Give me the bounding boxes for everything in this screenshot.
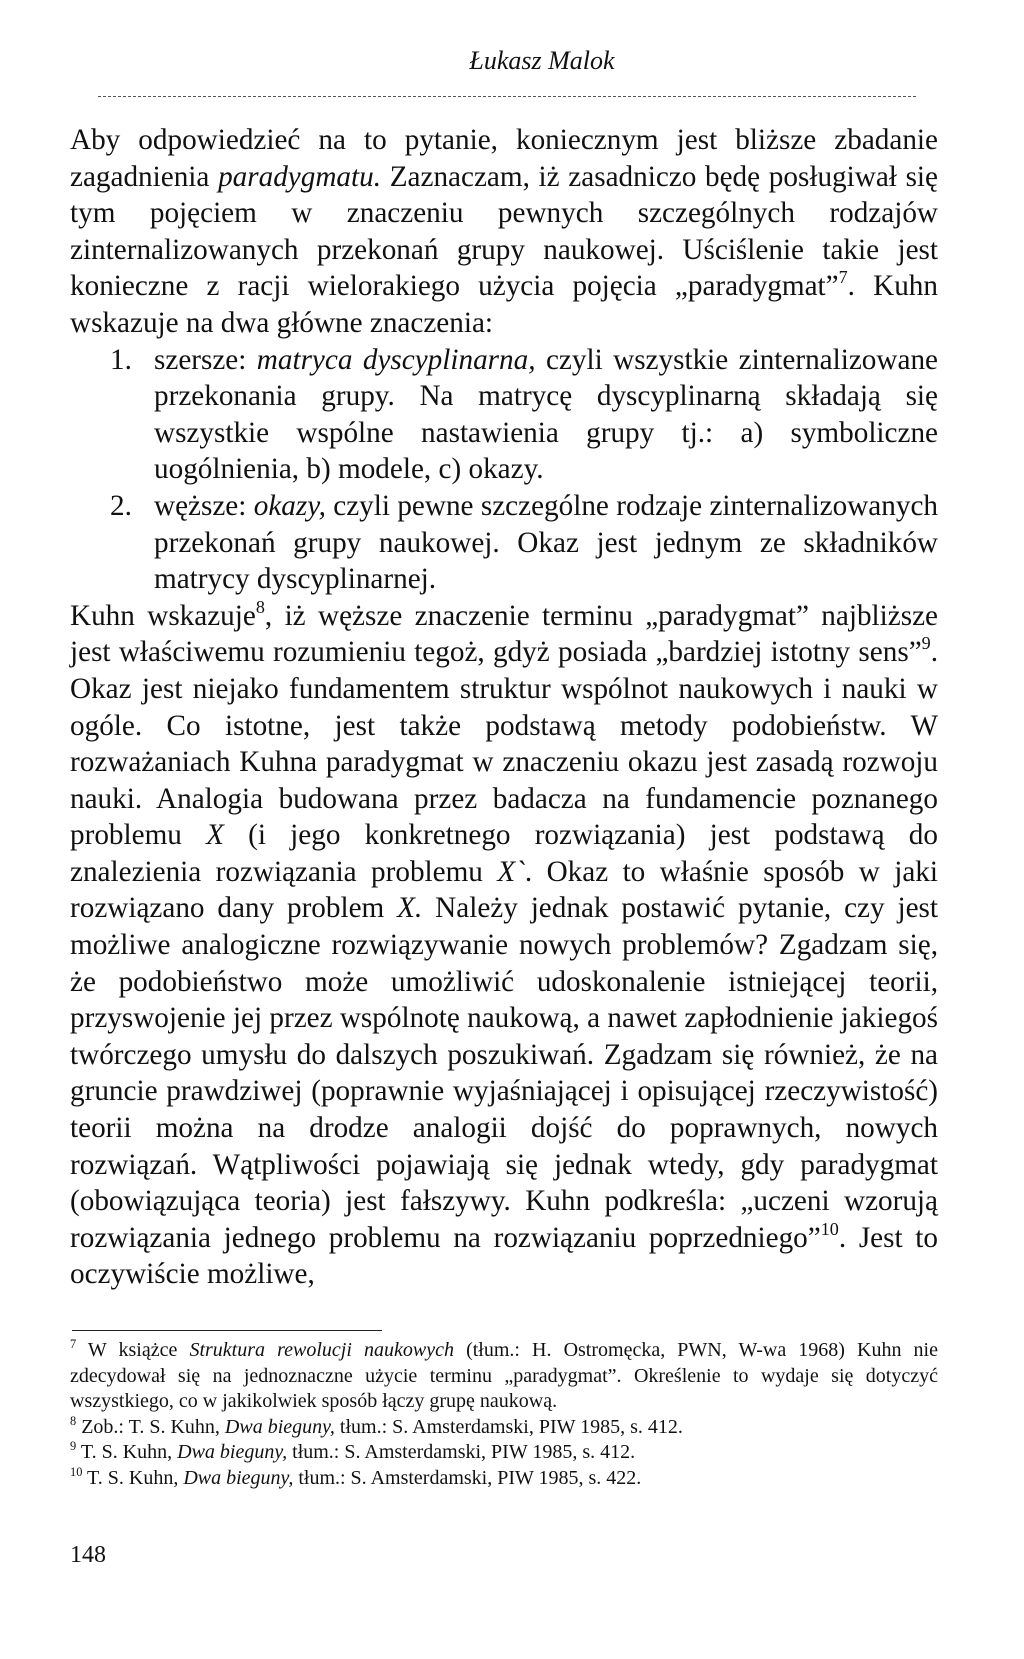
footnote-7: [70, 1338, 938, 1415]
list-item-text-2: czyli pewne szczególne rodzaje zinternalizowanych przekonań grupy naukowej. Okaz jest jednym ze składników matrycy dyscyplinarnej.: [154, 489, 939, 596]
footnote-number: 10: [70, 1464, 83, 1479]
p2-text-3: . Okaz jest niejako fundamentem struktur wspólnot naukowych i nauki w ogóle. Co istotne, jest także podstawą metody podobieństw. W rozważaniach Kuhna paradygmat w znaczeniu okazu jest zasadą rozwoju nauki. Analogia budowana przez badacza na fundamencie poznanego problemu: [70, 636, 938, 852]
list-item-number: 2.: [110, 489, 132, 522]
list-item: [70, 342, 938, 488]
header-author: Łukasz Malok: [469, 46, 615, 75]
footnote-ref-7[interactable]: 7: [838, 267, 848, 288]
footnote-9: [70, 1440, 938, 1466]
footnote-ref-8[interactable]: 8: [255, 596, 265, 617]
p1-italic-paradygmatu: paradygmatu.: [218, 160, 382, 193]
p2-text-1: Kuhn wskazuje: [70, 599, 256, 632]
footnote-8: [70, 1415, 938, 1441]
footnote-text-1: T. S. Kuhn,: [82, 1466, 184, 1489]
p2-text-7: . Jest to oczywiście możliwe,: [70, 1221, 938, 1291]
p2-italic-x-dot: X.: [397, 892, 423, 925]
p2-text-6: Należy jednak postawić pytanie, czy jest możliwe analogiczne rozwiązywanie nowych problemów? Zgadzam się, że podobieństwo może umożliwić udoskonalenie istniejącej teorii, przyswojenie jej przez wspólnotę naukową, a nawet zapłodnienie jakiegoś twórczego umysłu do dalszych poszukiwań. Zgadzam się również, że na gruncie prawdziwej (poprawnie wyjaśniającej i opisującej rzeczywistość) teorii można na drodze analogii dojść do poprawnych, nowych rozwiązań. Wątpliwości pojawiają się jednak wtedy, gdy paradygmat (obowiązująca teoria) jest fałszywy. Kuhn podkreśla: „uczeni wzorują rozwiązania jednego problemu na rozwiązaniu poprzedniego”: [70, 892, 939, 1254]
footnote-ref-9[interactable]: 9: [921, 633, 931, 654]
footnote-number: 7: [70, 1336, 77, 1351]
list-item-text-2: czyli wszystkie zinternalizowane przekonania grupy. Na matrycę dyscyplinarną składają się wszystkie wspólne nastawienia grupy tj.: a) symboliczne uogólnienia, b) modele, c) okazy.: [154, 343, 938, 486]
footnote-rule: [72, 1330, 382, 1331]
p2-italic-x: X: [206, 819, 224, 852]
p2-text-2: , iż węższe znaczenie terminu „paradygmat” najbliższe jest właściwemu rozumieniu tegoż, gdyż posiada „bardziej istotny sens”: [70, 599, 938, 669]
footnote-italic: Dwa bieguny,: [224, 1415, 335, 1438]
paragraph-2: [70, 598, 938, 1293]
list-item-number: 1.: [110, 343, 132, 376]
footnote-text-1: W książce: [76, 1339, 190, 1361]
p1-text-3: . Kuhn wskazuje na dwa główne znaczenia:: [70, 270, 938, 339]
running-header: [0, 46, 1024, 76]
p2-text-4: (i jego konkretnego rozwiązania) jest podstawą do znalezienia rozwiązania problemu: [70, 819, 938, 888]
footnote-text-2: tłum.: S. Amsterdamski, PIW 1985, s. 412.: [334, 1415, 683, 1438]
footnote-italic: Dwa bieguny,: [177, 1441, 288, 1463]
list-item-text-1: szersze:: [154, 343, 257, 376]
p1-text-1: Aby odpowiedzieć na to pytanie, koniecznym jest bliższe zbadanie zagadnienia: [70, 124, 938, 193]
footnote-number: 8: [70, 1413, 77, 1428]
main-text: [70, 122, 938, 1293]
footnote-text-1: Zob.: T. S. Kuhn,: [76, 1415, 225, 1438]
page-number: 148: [70, 1542, 106, 1568]
header-rule: [98, 96, 916, 97]
meanings-list: [70, 342, 938, 598]
footnote-10: [70, 1466, 938, 1492]
p1-text-2: Zaznaczam, iż zasadniczo będę posługiwał się tym pojęciem w znaczeniu pewnych szczególnych rodzajów zinternalizowanych przekonań grupy naukowej. Uściślenie takie jest konieczne z racji wielorakiego użycia pojęcia „paradygmat”: [70, 160, 938, 303]
p2-text-5: . Okaz to właśnie sposób w jaki rozwiązano dany problem: [70, 855, 938, 925]
footnote-ref-10[interactable]: 10: [820, 1219, 839, 1240]
footnote-text-2: tłum.: S. Amsterdamski, PIW 1985, s. 412.: [287, 1441, 636, 1463]
footnote-text-1: T. S. Kuhn,: [76, 1441, 178, 1463]
footnote-italic: Struktura rewolucji naukowych: [189, 1339, 454, 1361]
footnote-text-2: tłum.: S. Amsterdamski, PIW 1985, s. 422.: [293, 1466, 642, 1489]
list-item-italic: matryca dyscyplinarna,: [256, 343, 536, 376]
footnotes: [70, 1338, 938, 1491]
paragraph-1: [70, 122, 938, 342]
footnote-number: 9: [70, 1438, 77, 1453]
footnote-text-2: (tłum.: H. Ostromęcka, PWN, W-wa 1968) Kuhn nie zdecydował się na jednoznaczne użycie terminu „paradygmat”. Określenie to wydaje się dotyczyć wszystkiego, co w jakikolwiek sposób łączy grupę naukową.: [70, 1339, 938, 1412]
list-item-text-1: węższe:: [154, 489, 254, 522]
list-item: [70, 488, 938, 598]
list-item-italic: okazy,: [253, 489, 326, 522]
p2-italic-x-prime: X`: [497, 855, 525, 888]
footnote-italic: Dwa bieguny,: [183, 1466, 294, 1489]
